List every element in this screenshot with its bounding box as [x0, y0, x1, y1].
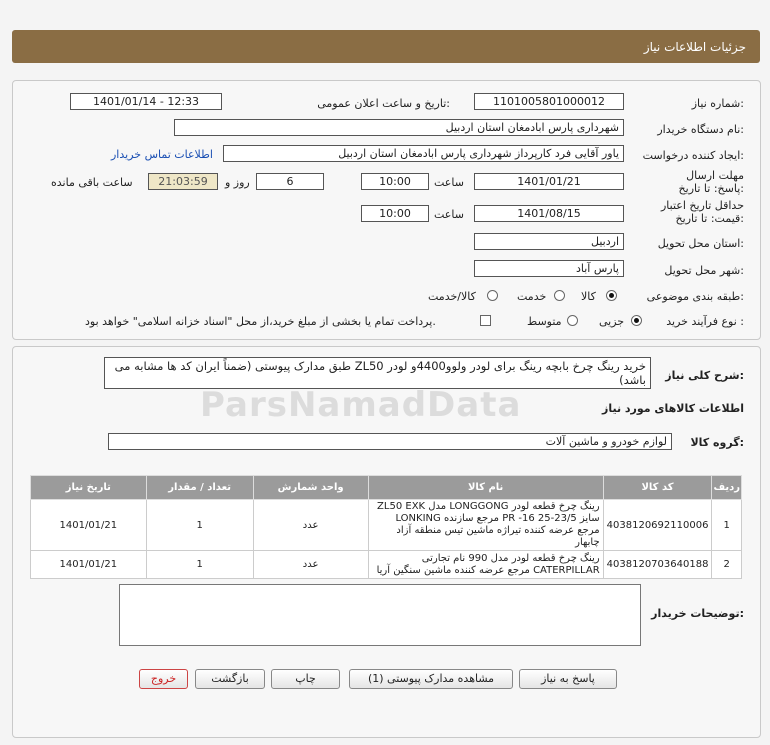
cell-row: 1 [712, 500, 742, 551]
category-goods-radio[interactable] [606, 290, 617, 301]
buyer-notes-label: توضیحات خریدار: [651, 607, 744, 620]
days-field: 6 [256, 173, 324, 190]
contact-buyer-link[interactable]: اطلاعات تماس خریدار [111, 148, 213, 161]
col-qty: تعداد / مقدار [146, 476, 253, 500]
buyer-notes-field [119, 584, 641, 646]
category-service-label: خدمت [517, 290, 547, 303]
goods-group-label: گروه کالا: [690, 436, 744, 449]
description-label: شرح کلی نیاز: [665, 369, 744, 382]
watermark-logo: ParsNamadData [200, 385, 522, 425]
send-time-word: ساعت [434, 176, 464, 189]
process-minor-label: جزیی [599, 315, 625, 328]
table-row [31, 551, 742, 579]
cell-name: رینگ چرخ قطعه لودر LONGGONG مدل ZL50 EXK سایز 23/5-25 16- PR مرجع سازنده LONKING مرجع عرضه کننده تیراژه ماشین تیس منطقه آزاد چابهار [368, 500, 603, 551]
delivery-place-field: اردبیل [474, 233, 624, 250]
col-name: نام کالا [368, 476, 603, 500]
cell-row: 2 [712, 551, 742, 579]
category-goods-label: کالا [581, 290, 596, 303]
announce-field: 1401/01/14 - 12:33 [70, 93, 222, 110]
send-deadline-label: مهلت ارسال پاسخ: تا تاریخ: [678, 169, 744, 195]
category-label: طبقه بندی موضوعی: [646, 290, 744, 303]
buyer-org-field: شهرداری پارس ابادمغان استان اردبیل [174, 119, 624, 136]
creator-field: یاور آقایی فرد کارپرداز شهرداری پارس ابادمغان استان اردبیل [223, 145, 624, 162]
buyer-org-label: نام دستگاه خریدار: [657, 123, 744, 136]
col-row: ردیف [712, 476, 742, 500]
validity-date-field: 1401/08/15 [474, 205, 624, 222]
view-documents-button[interactable]: مشاهده مدارک پیوستی (1) [349, 669, 513, 689]
validity-time-word: ساعت [434, 208, 464, 221]
validity-label: حداقل تاریخ اعتبار قیمت: تا تاریخ: [660, 199, 744, 225]
table-row [31, 500, 742, 551]
category-service-radio[interactable] [554, 290, 565, 301]
goods-table-header [31, 476, 742, 500]
need-info-panel [12, 80, 761, 340]
remaining-word: ساعت باقی مانده [51, 176, 133, 189]
process-minor-radio[interactable] [631, 315, 642, 326]
treasury-payment-checkbox[interactable] [480, 315, 491, 326]
goods-table [30, 475, 742, 579]
remaining-time-field: 21:03:59 [148, 173, 218, 190]
cell-unit: عدد [253, 500, 368, 551]
description-field: خرید رینگ چرخ بابچه رینگ برای لودر ولوو4400و لودر ZL50 طبق مدارک پیوستی (ضمناً ایران کد ها مشابه می باشد) [104, 357, 651, 389]
cell-name: رینگ چرخ قطعه لودر مدل 990 نام تجارتی CATERPILLAR مرجع عرضه کننده ماشین سنگین آریا [368, 551, 603, 579]
col-date: تاریخ نیاز [31, 476, 147, 500]
cell-qty: 1 [146, 551, 253, 579]
days-word: روز و [225, 176, 250, 189]
reply-button[interactable]: پاسخ به نیاز [519, 669, 617, 689]
cell-date: 1401/01/21 [31, 551, 147, 579]
delivery-city-field: پارس آباد [474, 260, 624, 277]
goods-section-title: اطلاعات کالاهای مورد نیاز [602, 402, 744, 415]
category-goods-service-radio[interactable] [487, 290, 498, 301]
process-medium-radio[interactable] [567, 315, 578, 326]
back-button[interactable]: بازگشت [195, 669, 265, 689]
need-number-field: 1101005801000012 [474, 93, 624, 110]
delivery-place-label: استان محل تحویل: [657, 237, 744, 250]
need-number-label: شماره نیاز: [691, 97, 744, 110]
goods-group-field: لوازم خودرو و ماشین آلات [108, 433, 672, 450]
cell-qty: 1 [146, 500, 253, 551]
treasury-payment-note: پرداخت تمام یا بخشی از مبلغ خرید،از محل "اسناد خزانه اسلامی" خواهد بود. [85, 315, 436, 328]
validity-time-field: 10:00 [361, 205, 429, 222]
page-header [12, 30, 760, 63]
cell-date: 1401/01/21 [31, 500, 147, 551]
send-time-field: 10:00 [361, 173, 429, 190]
cell-unit: عدد [253, 551, 368, 579]
delivery-city-label: شهر محل تحویل: [664, 264, 744, 277]
send-date-field: 1401/01/21 [474, 173, 624, 190]
process-label: نوع فرآیند خرید : [666, 315, 744, 328]
page-title: جزئیات اطلاعات نیاز [643, 40, 746, 54]
cell-code: 4038120692110006 [603, 500, 712, 551]
col-code: کد کالا [603, 476, 712, 500]
col-unit: واحد شمارش [253, 476, 368, 500]
print-button[interactable]: چاپ [271, 669, 340, 689]
cell-code: 4038120703640188 [603, 551, 712, 579]
creator-label: ایجاد کننده درخواست: [642, 149, 744, 162]
category-goods-service-label: کالا/خدمت [428, 290, 476, 303]
process-medium-label: متوسط [527, 315, 562, 328]
exit-button[interactable]: خروج [139, 669, 188, 689]
announce-label: تاریخ و ساعت اعلان عمومی: [317, 97, 450, 110]
